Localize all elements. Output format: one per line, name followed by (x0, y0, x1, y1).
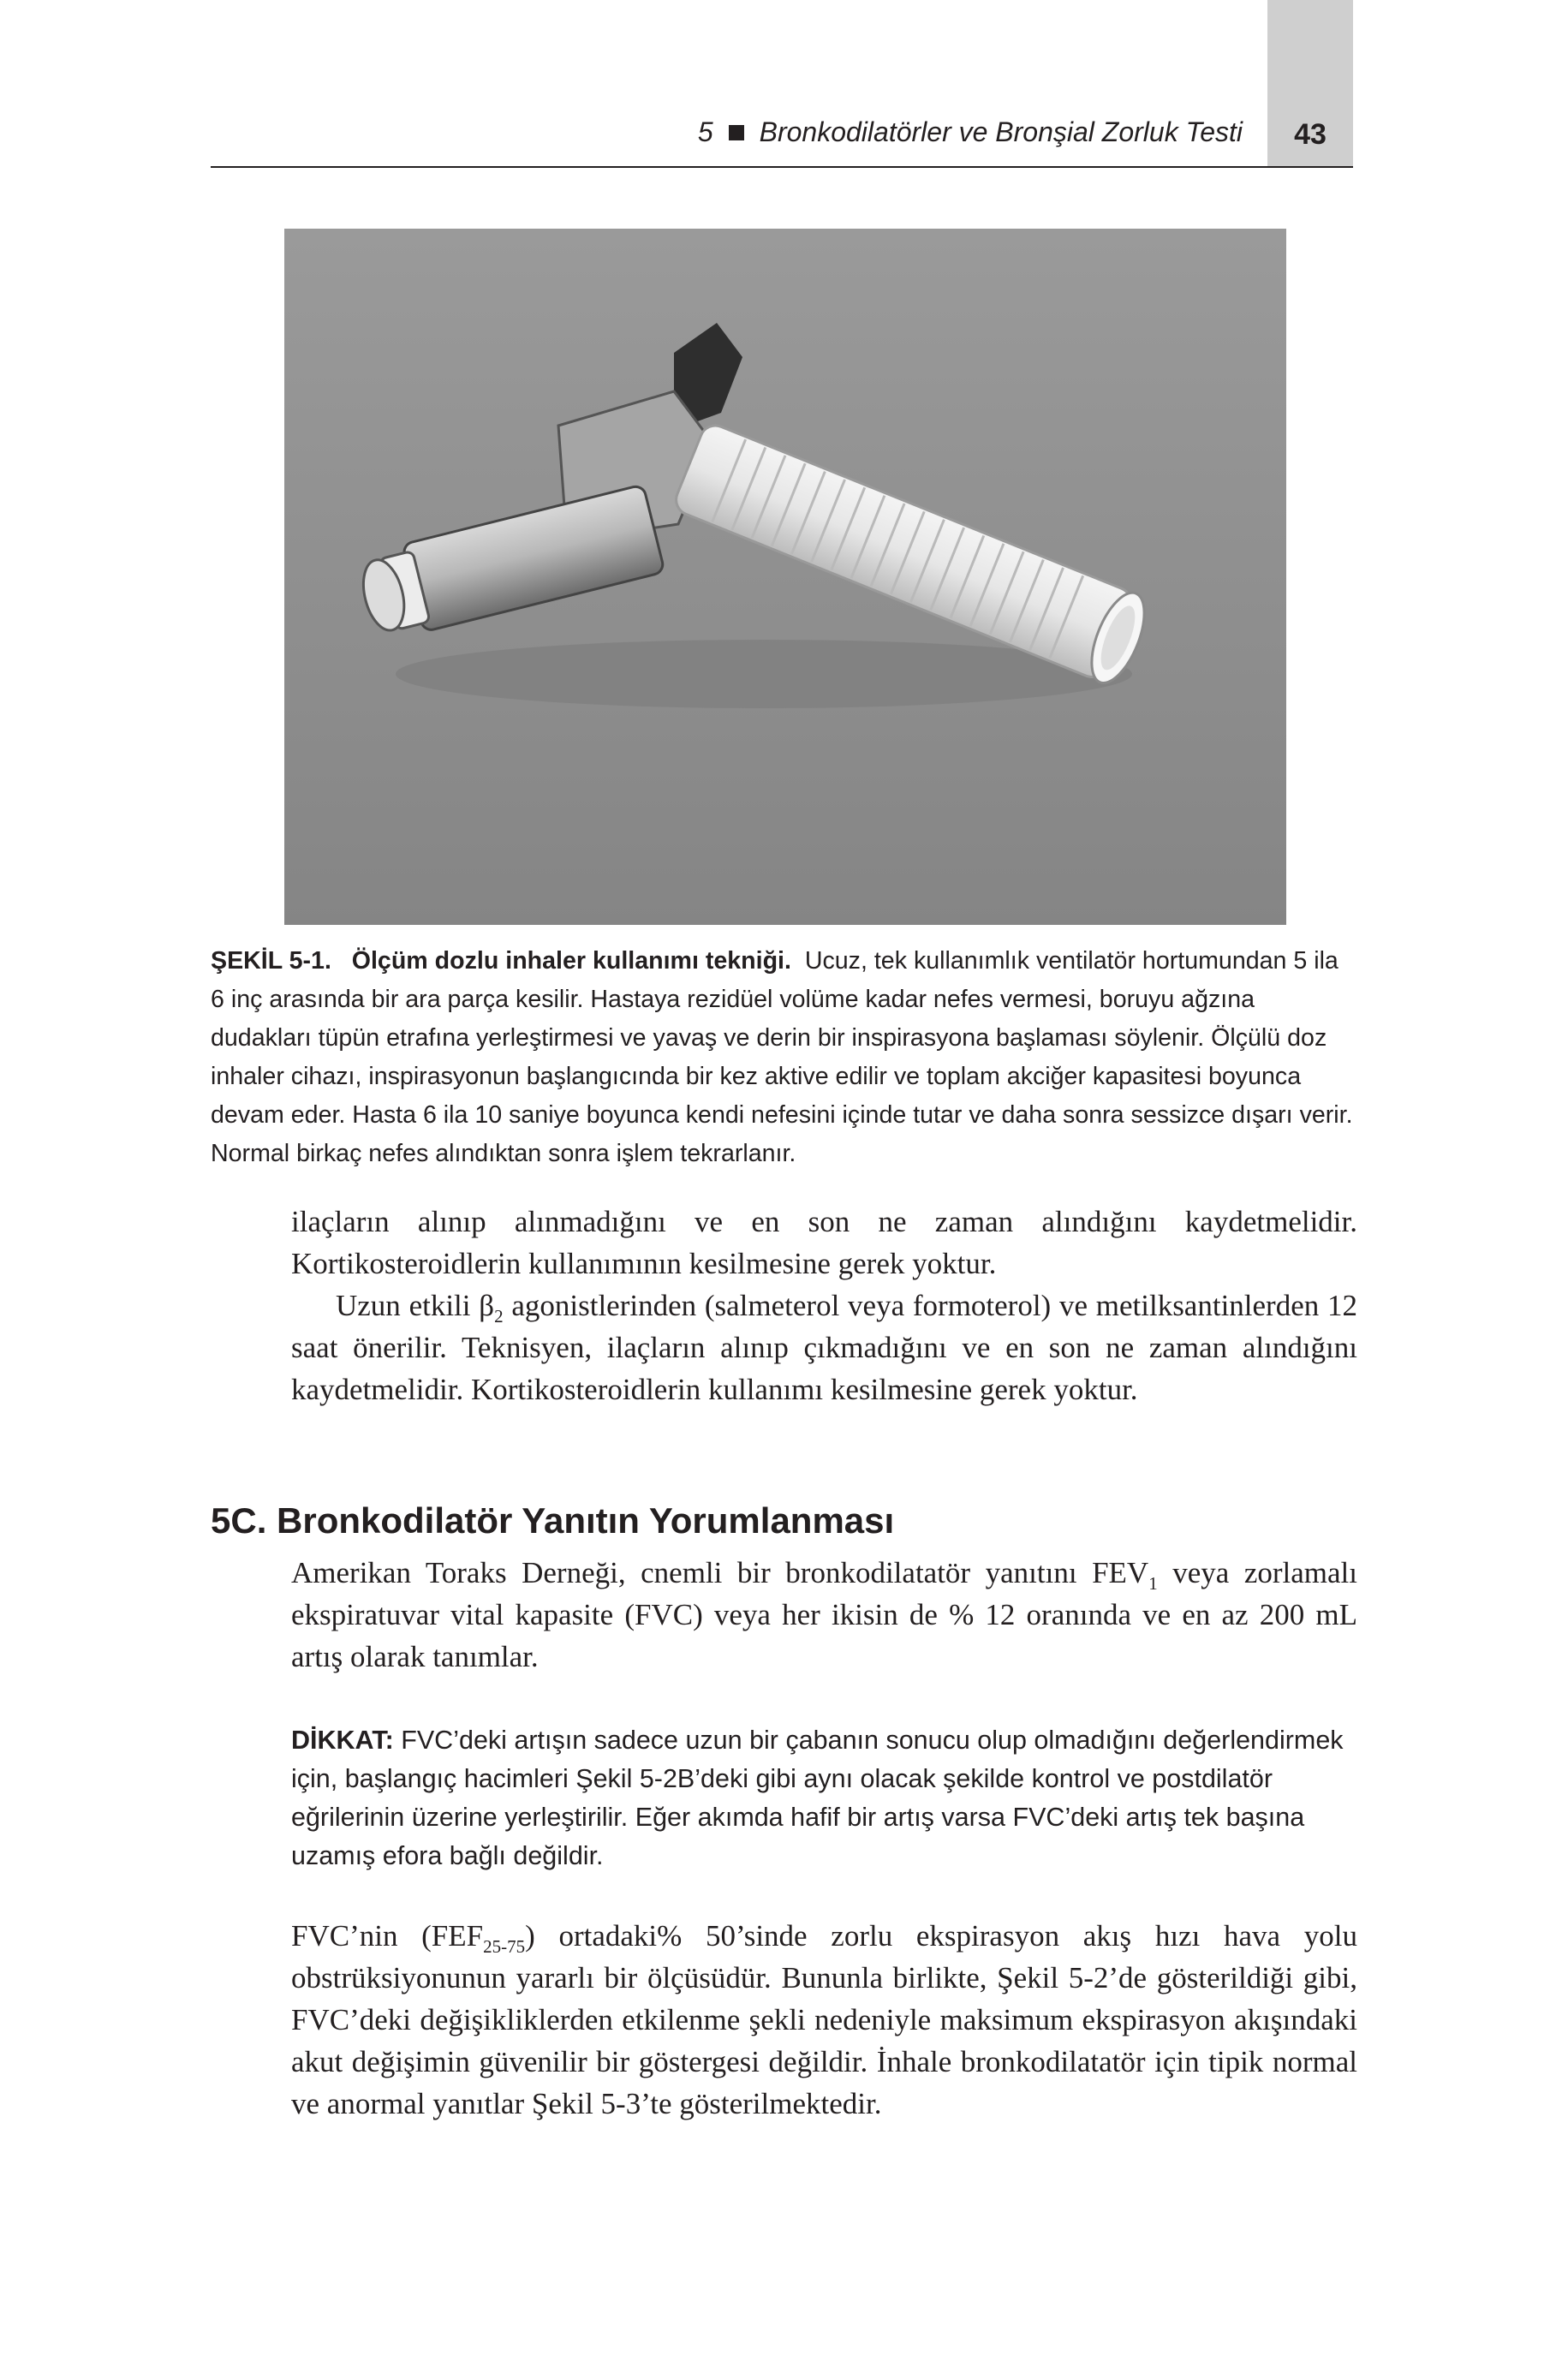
body-paragraph-2-start: Uzun etkili β (336, 1289, 495, 1322)
section-paragraph-1 (291, 1552, 1357, 1678)
chapter-title: Bronkodilatörler ve Bronşial Zorluk Testi (759, 116, 1243, 147)
section-heading: 5C. Bronkodilatör Yanıtın Yorumlanması (211, 1500, 895, 1541)
body-paragraph-1: ilaçların alınıp alınmadığını ve en son ne zaman alındığını kaydetmelidir. Kortikosteroidlerin kullanımının kesilmesine gerek yoktur. (291, 1205, 1357, 1280)
section-paragraph-2 (291, 1915, 1357, 2125)
body-paragraph-2-end: agonistlerinden (salmeterol veya formoterol) ve metilksantinlerden 12 saat önerilir. Teknisyen, ilaçların alınıp çıkmadığını ve en son ne zaman alındığını kaydetmelidir. Kortikosteroidlerin kullanımı kesilmesine gerek yoktur. (291, 1289, 1358, 1406)
figure-caption-text: Ucuz, tek kullanımlık ventilatör hortumundan 5 ila 6 inç arasında bir ara parça kesilir. Hastaya rezidüel volüme kadar nefes vermesi, boruyu ağzına dudakları tüpün etrafına yerleştirmesi ve yavaş ve derin bir inspirasyona başlaması söylenir. Ölçülü doz inhaler cihazı, inspirasyonun başlangıcında bir kez aktive edilir ve toplam akciğer kapasitesi boyunca devam eder. Hasta 6 ila 10 saniye boyunca kendi nefesini içinde tutar ve daha sonra sessizce dışarı verir. Normal birkaç nefes alındıktan sonra işlem tekrarlanır. (211, 947, 1353, 1167)
beta-subscript: 2 (494, 1306, 504, 1327)
inhaler-illustration (284, 229, 1286, 925)
figure-photo (284, 229, 1286, 925)
chapter-number: 5 (697, 116, 713, 147)
page-number: 43 (1294, 118, 1327, 151)
figure-label: ŞEKİL 5-1. (211, 947, 331, 975)
figure-title: Ölçüm dozlu inhaler kullanımı tekniği. (351, 947, 791, 975)
note-text: FVC’deki artışın sadece uzun bir çabanın sonucu olup olmadığını değerlendirmek için, başlangıç hacimleri Şekil 5-2B’deki gibi aynı olacak şekilde kontrol ve postdilatör eğrilerinin üzerine yerleştirilir. Eğer akımda hafif bir artış varsa FVC’deki artış tek başına uzamış efora bağlı değildir. (291, 1726, 1344, 1870)
fef-subscript: 25-75 (483, 1936, 526, 1957)
section-paragraph-1-start: Amerikan Toraks Derneği, cnemli bir bronkodilatatör yanıtını FEV (291, 1556, 1149, 1589)
running-head (698, 116, 1243, 148)
fev-subscript: 1 (1148, 1573, 1158, 1594)
header-rule (211, 166, 1353, 168)
note-label: DİKKAT: (291, 1726, 394, 1755)
section-paragraph-2-end: ) ortadaki% 50’sinde zorlu ekspirasyon akış hızı hava yolu obstrüksiyonunun yararlı bir ölçüsüdür. Bununla birlikte, Şekil 5-2’de gösterildiği gibi, FVC’deki değişikliklerden etkilenme şekli nedeniyle maksimum ekspirasyon akışındaki akut değişimin güvenilir bir göstergesi değildir. İnhale bronkodilatatör için tipik normal ve anormal yanıtlar Şekil 5-3’te gösterilmektedir. (291, 1919, 1357, 2120)
square-bullet-icon (729, 125, 744, 140)
figure-caption (211, 942, 1356, 1173)
section-paragraph-2-start: FVC’nin (FEF (291, 1919, 484, 1953)
body-paragraph-2 (291, 1285, 1357, 1410)
note-box (291, 1721, 1357, 1875)
section-paragraph-1-end: veya zorlamalı ekspiratuvar vital kapasite (FVC) veya her ikisin de % 12 oranında ve en az 200 mL artış olarak tanımlar. (291, 1556, 1357, 1673)
